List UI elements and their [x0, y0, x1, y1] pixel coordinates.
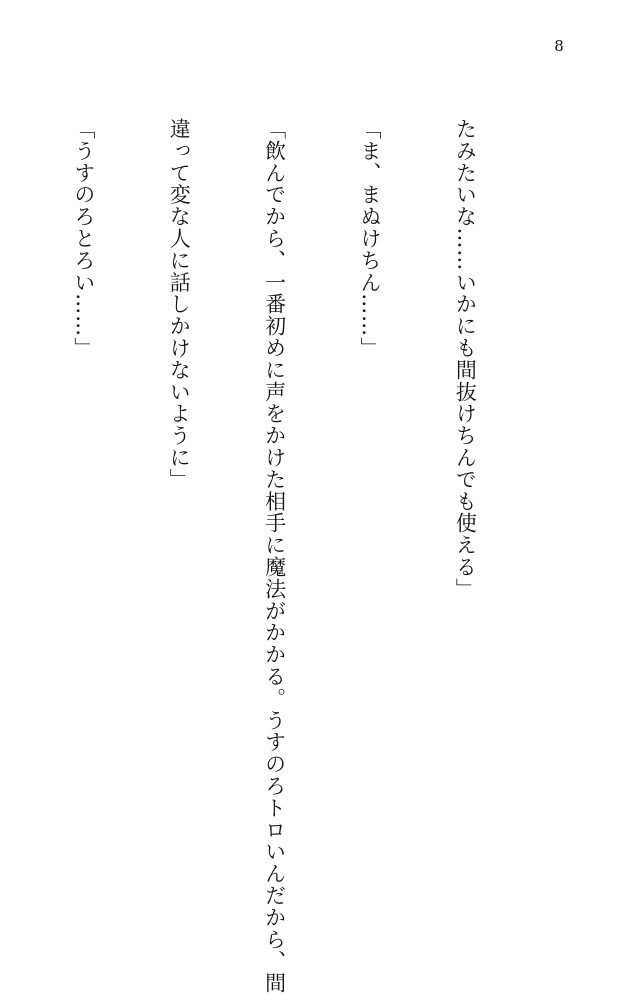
body-text [71, 118, 544, 994]
text-line: 「うすのろとろい……」 [71, 118, 96, 359]
text-line: たみたいな……いかにも間抜けちんでも使える」 [453, 118, 478, 600]
text-line: 違って変な人に話しかけないように」 [167, 118, 192, 491]
text-line: 「ま、まぬけちん……」 [358, 118, 383, 359]
text-line [0, 118, 3, 838]
text-line: 「飲んでから、一番初めに声をかけた相手に魔法がかかる。うすのろトロいんだから、間 [262, 118, 287, 994]
page-number: 8 [554, 37, 564, 55]
